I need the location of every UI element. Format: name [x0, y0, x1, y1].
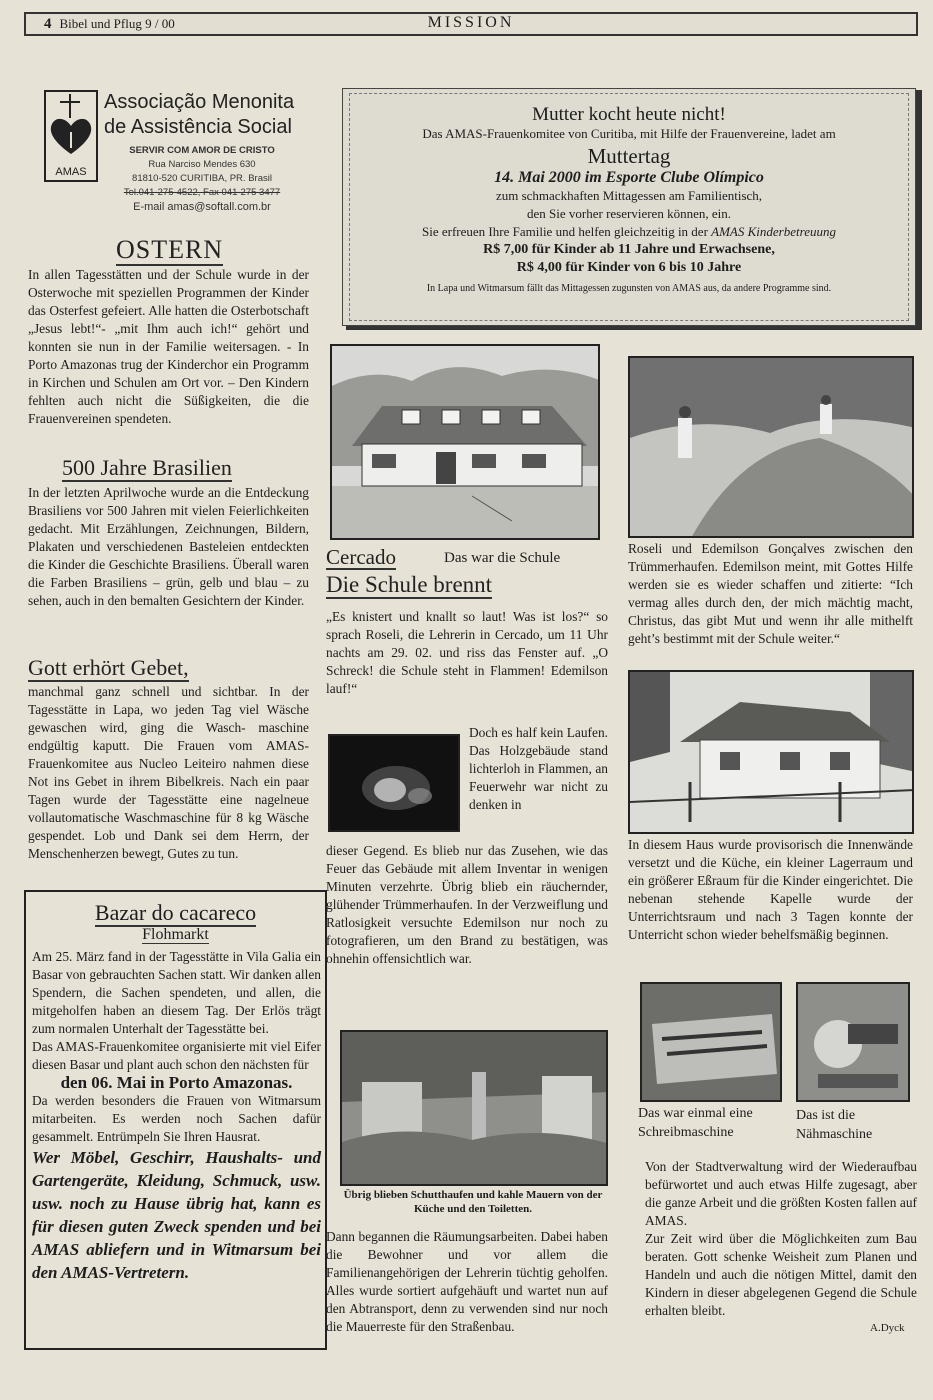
photo-sewing-machine: [796, 982, 910, 1102]
brasilien-heading: 500 Jahre Brasilien: [62, 455, 232, 480]
org-name-line2: de Assistência Social: [104, 116, 292, 138]
right-paragraph-2: In diesem Haus wurde provisorisch die Innenwände versetzt und die Küche, ein kleiner Lagerraum und ein größerer Eßraum für die Kinder eingerichtet. Die nebenan stehende Kapelle wurde der Unterrichtsraum und nach 3 Tagen konnte der Unterricht schon wieder behelfsmäßig beginnen.: [628, 837, 913, 942]
section-title: MISSION: [427, 14, 515, 31]
right-paragraph-1: Roseli und Edemilson Gonçalves zwischen den Trümmerhaufen. Edemilson meint, mit Gottes Hilfe werden sie es wieder schaffen und zitierte: “Ich vermag alles durch den, der mich mächtig macht, Christus, das gibt Mut und wenn ihr alle mithelft geht’s bestimmt mit der Schule weiter.“: [628, 541, 913, 646]
bazar-body: [32, 948, 321, 1284]
muttertag-box: [342, 88, 916, 326]
schule-paragraph-4: Dann begannen die Räumungsarbeiten. Dabei haben die Bewohner und vor allem die Familienangehörigen der Lehrerin tüchtig geholfen. Alles wurde sortiert aufgehäuft und wartet nun auf den Abtransport, denn zu verwenden sind nur noch die Mauerreste für den Straßenbau.: [326, 1229, 608, 1334]
photo-school: [330, 344, 600, 540]
org-phone: Tel.041-275-4522, Fax 041-275 3477: [123, 187, 281, 198]
cercado-heading: Cercado: [326, 545, 396, 569]
ostern-text: In allen Tagesstätten und der Schule wurde in der Osterwoche mit speziellen Programmen der Kinder das Osterfest gefeiert. Alle hatten die Osterbotschaft „Jesus lebt!“- „mit Ihm auch ich!“ gehört und konnten sie nun in der Familie weitersagen. - In Porto Amazonas trug der Kinderchor ein Programm in Kirchen und Schulen am Ort vor. – Den Kindern fehlten auch nicht die Süßigkeiten, die die Frauenvereinen spendeten.: [28, 267, 309, 426]
bazar-appeal: Wer Möbel, Geschirr, Haushalts- und Gartengeräte, Kleidung, Schmuck, usw. usw. noch zu Hause übrig hat, kann es für diesen guten Zweck spenden und bei AMAS abliefern und in Witmarsum bei den AMAS-Vertretern.: [32, 1148, 321, 1282]
right-paragraph-4: Zur Zeit wird über die Möglichkeiten zum Bau beraten. Gott schenke Weisheit zum Planen und Handeln und auch die nötigen Mittel, damit den Kindern in dieser abgelegenen Gegend die Schule erhalten bleibt.: [645, 1231, 917, 1318]
page-header: [24, 12, 918, 36]
muttertag-note: In Lapa und Witmarsum fällt das Mittagessen zugunsten von AMAS aus, da andere Programme sind.: [426, 283, 832, 294]
muttertag-headline: Mutter kocht heute nicht!: [532, 104, 726, 125]
ostern-heading: OSTERN: [116, 235, 224, 264]
gebet-heading: Gott erhört Gebet,: [28, 655, 189, 680]
typewriter-caption: Das war einmal eine Schreibmaschine: [638, 1106, 753, 1140]
muttertag-intro: Das AMAS-Frauenkomitee von Curitiba, mit Hilfe der Frauenvereine, ladet am: [422, 126, 836, 141]
schule-paragraph-3: dieser Gegend. Es blieb nur das Zusehen, wie das Feuer das Gebäude mit allem Inventar in wenigen Minuten verzehrte. Übrig blieb ein räuchernder, glühender Trümmerhaufen. In der Verzweiflung und Ratlosigkeit versuchte Edemilson nur noch zu fotografieren, um den Brand zu bestätigen, was ohnehin offensichtlich war.: [326, 843, 608, 966]
org-city: 81810-520 CURITIBA, PR. Brasil: [132, 173, 272, 184]
ruins-photo-caption: Übrig blieben Schutthaufen und kahle Mauern von der Küche und den Toiletten.: [343, 1189, 603, 1215]
logo-text: AMAS: [55, 166, 87, 178]
org-address: [104, 144, 300, 214]
muttertag-line2: zum schmackhaften Mittagessen am Familientisch,: [495, 188, 763, 203]
photo-rubble: [628, 356, 914, 538]
schule-paragraph-2: Doch es half kein Laufen. Das Holzgebäude stand lichterloh in Flammen, an Feuerwehr war nicht zu denken in: [469, 725, 608, 812]
muttertag-line4-emphasis: AMAS Kinderbetreuung: [711, 224, 836, 239]
muttertag-inner: [349, 93, 909, 321]
author-signature: A.Dyck: [870, 1322, 905, 1334]
bazar-subheading: [26, 926, 325, 944]
muttertag-event: 14. Mai 2000 im Esporte Clube Olímpico: [494, 169, 764, 186]
bazar-heading: [26, 900, 325, 926]
org-street: Rua Narciso Mendes 630: [148, 159, 256, 170]
gebet-text: manchmal ganz schnell und sichtbar. In der Tagesstätte in Lapa, wo jeden Tag viel Wäsche gewaschen wird, ging die Wasch- maschine endgültig kaputt. Die Frauen vom AMAS-Frauenkomitee aus Nucleo Leiteiro nahmen diese Not ins Gebet in ihrem Bibelkreis. Nach ein paar Tagen wurde der Tagesstätte eine nagelneue vollautomatische Waschmaschine für 8 kg Wäsche gespendet. Lob und Dank sei dem Herrn, der Menschenherzen bewegt, Gutes zu tun.: [28, 684, 309, 861]
muttertag-price-adults: R$ 7,00 für Kinder ab 11 Jahre und Erwachsene,: [483, 242, 775, 257]
photo-house: [628, 670, 914, 834]
bazar-subtitle: Flohmarkt: [142, 926, 209, 943]
schule-brennt-heading: Die Schule brennt: [326, 572, 493, 597]
muttertag-line3: den Sie vorher reservieren können, ein.: [527, 206, 731, 221]
muttertag-line4: [350, 223, 908, 241]
brasilien-text: In der letzten Aprilwoche wurde an die Entdeckung Brasiliens vor 500 Jahren mit vielen Feierlichkeiten gedacht. Mit Erzählungen, Zeichnungen, Bildern, Plakaten und verschiedenen Basteleien entdeckten die Kinder die Geschichte Brasiliens. Überall waren die Farben Brasiliens – grün, gelb und blau – zu sehen, auch in den bemalten Gesichtern der Kinder.: [28, 485, 309, 608]
muttertag-line4-text: Sie erfreuen Ihre Familie und helfen gleichzeitig in der: [422, 224, 712, 239]
school-photo-caption: Das war die Schule: [444, 550, 561, 566]
bazar-paragraph-1: Am 25. März fand in der Tagesstätte in Vila Galia ein Basar von gebrauchten Sachen statt. Wir danken allen Spendern, die Sachen spendeten, und allen, die mitgeholfen haben an diesem Tag. Der Erlös trägt zum normalen Unterhalt der Tagesstätte bei.: [32, 949, 321, 1036]
org-name-line1: Associação Menonita: [104, 91, 295, 113]
photo-ruins: [340, 1030, 608, 1186]
schule-paragraph-1: „Es knistert und knallt so laut! Was ist los?“ so sprach Roseli, die Lehrerin in Cercado, um 11 Uhr nachts am 29. 02. und riss das Fenster auf. „O Schreck! die Schule steht in Flammen! Edemilson lauf!“: [326, 609, 608, 696]
photo-typewriter: [640, 982, 782, 1102]
sewing-machine-caption: Das ist die Nähmaschine: [796, 1108, 873, 1142]
page-number: 4: [44, 16, 52, 32]
bazar-paragraph-2: Das AMAS-Frauenkomitee organisierte mit viel Eifer diesen Basar und plant auch schon den nächsten für: [32, 1039, 321, 1072]
org-name: [104, 90, 294, 140]
org-motto: SERVIR COM AMOR DE CRISTO: [129, 145, 275, 156]
right-closing-text: [645, 1158, 917, 1320]
publication-name: Bibel und Pflug 9 / 00: [59, 16, 175, 31]
right-paragraph-3: Von der Stadtverwaltung wird der Wiederaufbau befürwortet und auch etwas Hilfe zugesagt, aber die ganze Arbeit und die größten Kosten fallen auf AMAS.: [645, 1159, 917, 1228]
bazar-paragraph-3: Da werden besonders die Frauen von Witmarsum mitarbeiten. Es werden noch Sachen dafür gesammelt. Entrümpeln Sie Ihren Hausrat.: [32, 1093, 321, 1144]
bazar-box: [24, 890, 327, 1350]
bazar-date-line: den 06. Mai in Porto Amazonas.: [60, 1073, 293, 1092]
amas-logo: [44, 90, 98, 182]
muttertag-title: Muttertag: [587, 144, 671, 168]
muttertag-price-children: R$ 4,00 für Kinder von 6 bis 10 Jahre: [516, 260, 742, 275]
photo-fire: [328, 734, 460, 832]
org-email: E-mail amas@softall.com.br: [133, 201, 271, 213]
bazar-title: Bazar do cacareco: [94, 900, 257, 925]
